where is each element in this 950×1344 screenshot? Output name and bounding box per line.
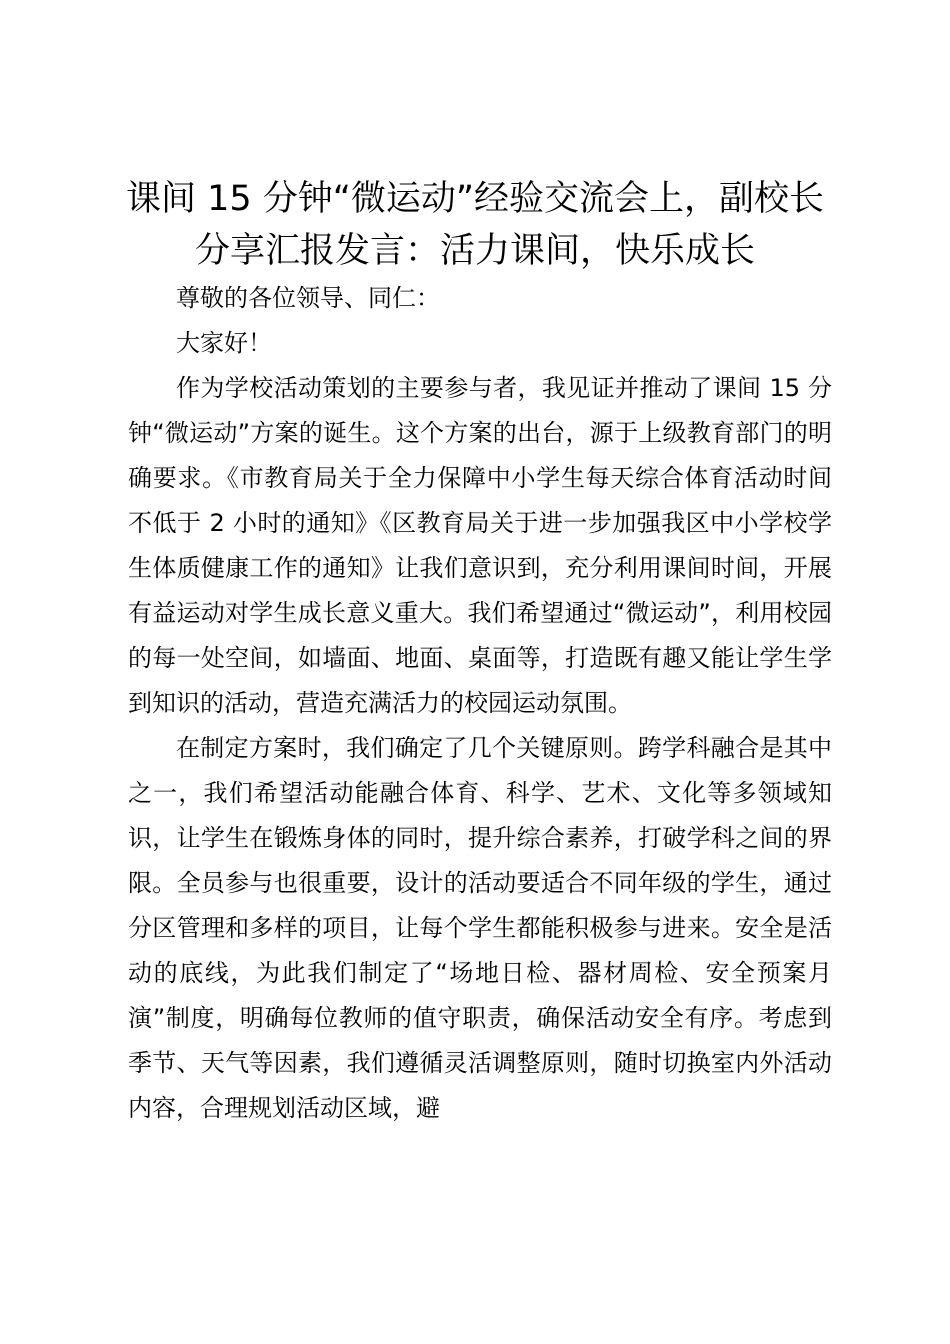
salutation: 尊敬的各位领导、同仁：	[176, 284, 440, 312]
body-paragraph-2: 在制定方案时，我们确定了几个关键原则。跨学科融合是其中之一，我们希望活动能融合体育、科学、艺术、文化等多领域知识，让学生在锻炼身体的同时，提升综合素养，打破学科之间的界限。全员参与也很重要，设计的活动要适合不同年级的学生，通过分区管理和多样的项目，让每个学生都能积极参与进来。安全是活动的底线，为此我们制定了“场地日检、器材周检、安全预案月演”制度，明确每位教师的值守职责，确保活动安全有序。考虑到季节、天气等因素，我们遵循灵活调整原则，随时切换室内外活动内容，合理规划活动区域，避	[128, 734, 832, 1122]
greeting: 大家好！	[176, 329, 272, 357]
document-title: 课间 15 分钟“微运动”经验交流会上，副校长分享汇报发言：活力课间，快乐成长	[125, 179, 825, 271]
body-paragraph-1: 作为学校活动策划的主要参与者，我见证并推动了课间 15 分钟“微运动”方案的诞生。这个方案的出台，源于上级教育部门的明确要求。《市教育局关于全力保障中小学生每天综合体育活动时间不低于 2 小时的通知》《区教育局关于进一步加强我区中小学校学生体质健康工作的通知》让我们意识到，充分利用课间时间，开展有益运动对学生成长意义重大。我们希望通过“微运动”，利用校园的每一处空间，如墙面、地面、桌面等，打造既有趣又能让学生学到知识的活动，营造充满活力的校园运动氛围。	[128, 374, 832, 717]
document-body	[128, 276, 832, 1131]
